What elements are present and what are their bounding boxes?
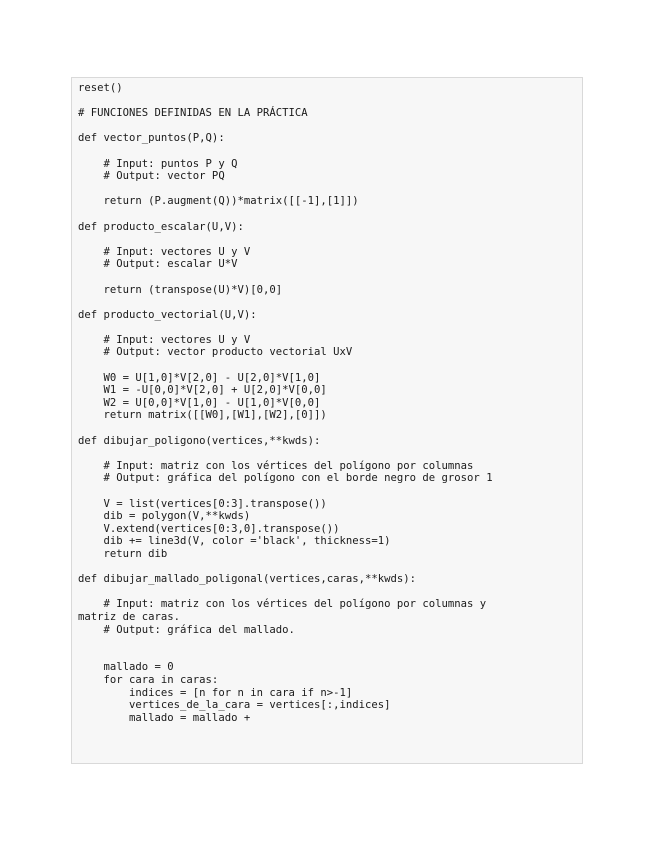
code-line: V.extend(vertices[0:3,0].transpose())	[78, 522, 340, 535]
code-line: def dibujar_mallado_poligonal(vertices,caras,**kwds):	[78, 573, 417, 586]
code-line: # Input: vectores U y V	[78, 245, 251, 258]
code-line	[78, 447, 582, 460]
code-line	[78, 183, 582, 196]
code-line	[78, 95, 582, 108]
code-line: matriz de caras.	[78, 610, 181, 623]
code-line	[78, 296, 582, 309]
code-line	[78, 359, 582, 372]
code-line: mallado = 0	[78, 661, 174, 674]
code-line	[78, 321, 582, 334]
code-line: # Output: vector producto vectorial UxV	[78, 346, 353, 359]
code-line: reset()	[78, 82, 123, 94]
code-line: vertices_de_la_cara = vertices[:,indices]	[78, 699, 391, 712]
code-line: # Output: escalar U*V	[78, 258, 238, 271]
code-line	[78, 271, 582, 284]
code-line: def producto_escalar(U,V):	[78, 220, 244, 233]
code-line: # Input: matriz con los vértices del polígono por columnas	[78, 459, 474, 472]
code-line: # FUNCIONES DEFINIDAS EN LA PRÁCTICA	[78, 107, 308, 120]
code-line: # Input: puntos P y Q	[78, 157, 238, 170]
code-line: return (P.augment(Q))*matrix([[-1],[1]])	[78, 195, 359, 208]
code-line: return (transpose(U)*V)[0,0]	[78, 283, 283, 296]
code-line: # Output: gráfica del polígono con el borde negro de grosor 1	[78, 472, 493, 485]
code-line	[78, 586, 582, 599]
code-line	[78, 233, 582, 246]
code-line: for cara in caras:	[78, 673, 219, 686]
code-line: def dibujar_poligono(vertices,**kwds):	[78, 434, 321, 447]
code-line	[78, 208, 582, 221]
code-line	[78, 561, 582, 574]
code-line: dib += line3d(V, color ='black', thickness=1)	[78, 535, 391, 548]
code-line: W0 = U[1,0]*V[2,0] - U[2,0]*V[1,0]	[78, 371, 321, 384]
code-line	[78, 120, 582, 133]
code-line: W1 = -U[0,0]*V[2,0] + U[2,0]*V[0,0]	[78, 384, 327, 397]
code-line	[78, 145, 582, 158]
code-line: return matrix([[W0],[W1],[W2],[0]])	[78, 409, 327, 422]
code-line: V = list(vertices[0:3].transpose())	[78, 497, 327, 510]
code-line: def vector_puntos(P,Q):	[78, 132, 225, 145]
code-line: mallado = mallado +	[78, 711, 251, 724]
code-line: # Output: gráfica del mallado.	[78, 623, 295, 636]
code-line	[78, 485, 582, 498]
code-line: # Output: vector PQ	[78, 170, 225, 183]
code-line: indices = [n for n in cara if n>-1]	[78, 686, 353, 699]
code-line: def producto_vectorial(U,V):	[78, 308, 257, 321]
code-cell[interactable]	[71, 77, 583, 764]
code-line: dib = polygon(V,**kwds)	[78, 510, 251, 523]
code-line	[78, 649, 582, 662]
code-line: W2 = U[0,0]*V[1,0] - U[1,0]*V[0,0]	[78, 396, 321, 409]
code-line	[78, 636, 582, 649]
code-line: # Input: matriz con los vértices del polígono por columnas y	[78, 598, 487, 611]
code-line	[78, 422, 582, 435]
code-line: # Input: vectores U y V	[78, 333, 251, 346]
code-line: return dib	[78, 547, 168, 560]
